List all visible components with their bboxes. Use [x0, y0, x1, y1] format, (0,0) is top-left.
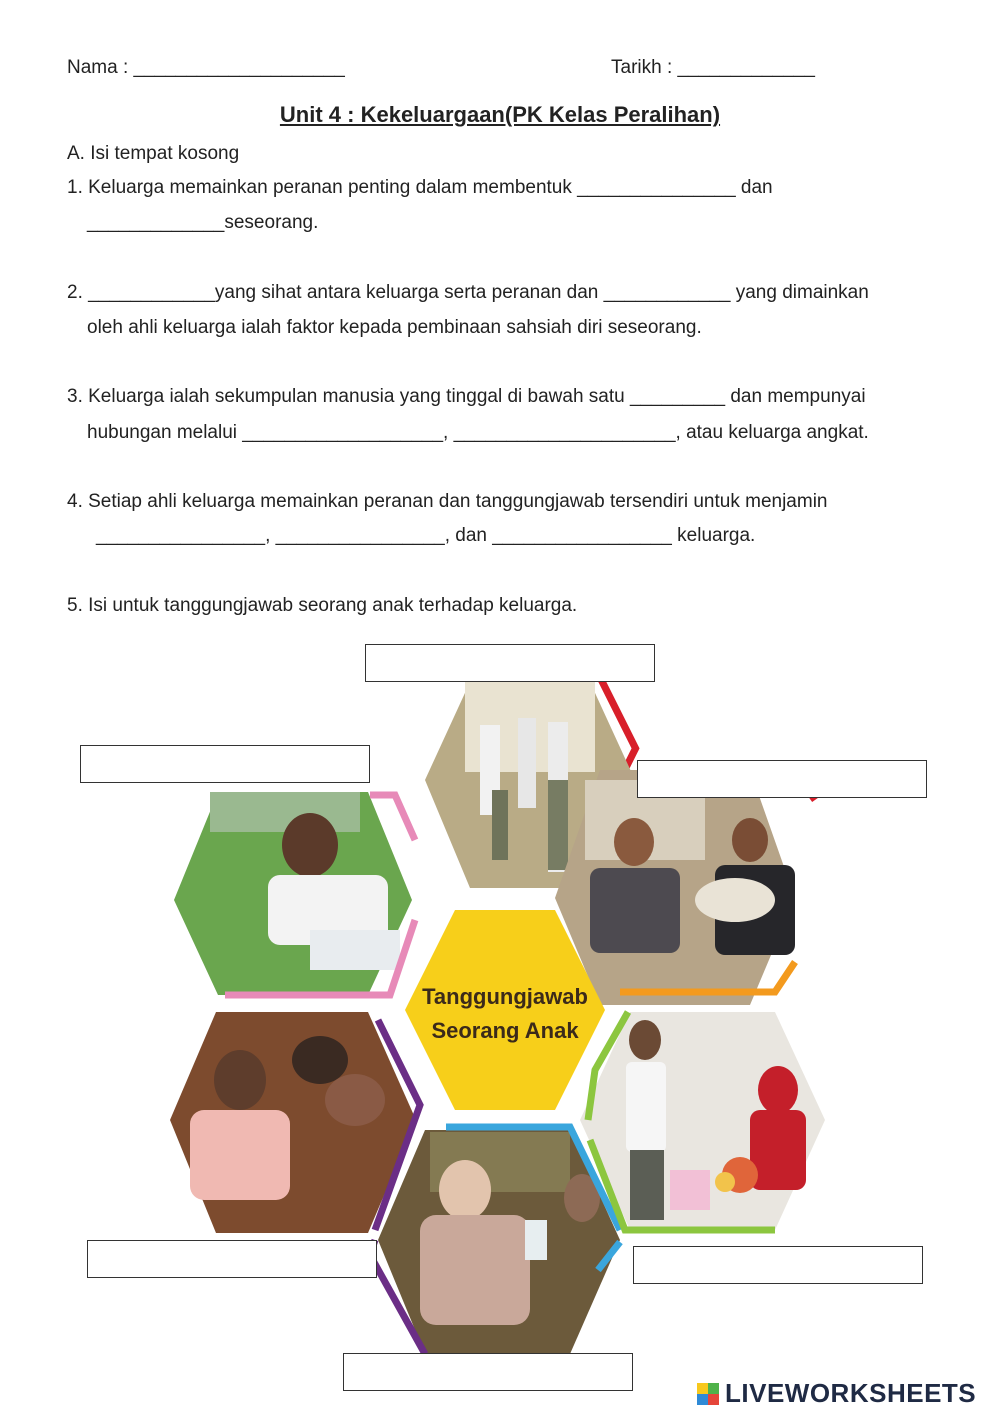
answer-box-upper-left[interactable]: [80, 745, 370, 783]
question-3-line-1: 3. Keluarga ialah sekumpulan manusia yang tinggal di bawah satu _________ dan mempunyai: [67, 386, 866, 407]
question-2-line-2: oleh ahli keluarga ialah faktor kepada pembinaan sahsiah diri seseorang.: [87, 317, 702, 338]
answer-box-upper-right[interactable]: [637, 760, 927, 798]
answer-box-lower-left[interactable]: [87, 1240, 377, 1278]
date-field-label: Tarikh : _____________: [611, 57, 815, 78]
family-bonding-photo: [170, 1012, 420, 1233]
answer-box-top[interactable]: [365, 644, 655, 682]
question-4-line-1: 4. Setiap ahli keluarga memainkan peranan dan tanggungjawab tersendiri untuk menjamin: [67, 491, 828, 512]
answer-box-bottom[interactable]: [343, 1353, 633, 1391]
student-teacher-photo: [580, 1012, 825, 1230]
question-5-line-1: 5. Isi untuk tanggungjawab seorang anak terhadap keluarga.: [67, 595, 578, 616]
mother-daughter-talking-photo: [555, 770, 815, 1005]
question-1-line-2: _____________seseorang.: [87, 212, 319, 233]
serving-drink-photo: [370, 1127, 620, 1354]
center-title-line-2: Seorang Anak: [431, 1018, 579, 1043]
liveworksheets-logo-icon: [697, 1383, 719, 1405]
section-a-heading: A. Isi tempat kosong: [67, 143, 240, 164]
question-4-line-2: ________________, ________________, dan _________________ keluarga.: [96, 525, 756, 546]
question-2-line-1: 2. ____________yang sihat antara keluarga serta peranan dan ____________ yang dimainkan: [67, 282, 869, 303]
liveworksheets-watermark: [697, 1378, 976, 1409]
page-title: Unit 4 : Kekeluargaan(PK Kelas Peralihan): [279, 102, 721, 127]
center-title-line-1: Tanggungjawab: [422, 984, 588, 1009]
question-3-line-2: hubungan melalui ___________________, _____________________, atau keluarga angkat.: [87, 422, 869, 443]
liveworksheets-wordmark: LIVEWORKSHEETS: [725, 1378, 977, 1408]
answer-box-lower-right[interactable]: [633, 1246, 923, 1284]
question-1-line-1: 1. Keluarga memainkan peranan penting dalam membentuk _______________ dan: [67, 177, 773, 198]
girl-reading-photo: [174, 792, 415, 995]
name-field-label: Nama : ____________________: [67, 57, 345, 78]
